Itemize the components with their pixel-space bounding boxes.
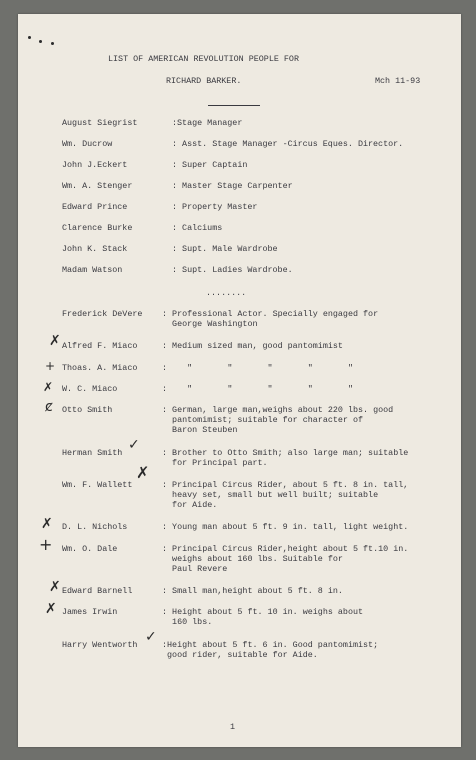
staff-name: Madam Watson [62, 265, 123, 275]
staff-role: : Asst. Stage Manager -Circus Eques. Director. [172, 139, 404, 149]
performer-name: Wm. F. Wallett [62, 480, 133, 490]
document-date: Mch 11-93 [375, 76, 421, 86]
handwritten-check-icon: + [45, 359, 56, 373]
staff-role: : Supt. Male Wardrobe [172, 244, 278, 254]
handwritten-check-icon: ✗ [49, 333, 61, 349]
document-page [18, 14, 461, 747]
performer-name: W. C. Miaco [62, 384, 118, 394]
performer-name: D. L. Nichols [62, 522, 128, 532]
staff-role: : Property Master [172, 202, 258, 212]
punch-hole [28, 36, 31, 39]
staff-name: Clarence Burke [62, 223, 133, 233]
performer-desc: : " " " " " [162, 384, 353, 394]
staff-name: August Siegrist [62, 118, 138, 128]
performer-desc: : " " " " " [162, 363, 353, 373]
performer-name: Frederick DeVere [62, 309, 143, 319]
performer-desc: : Principal Circus Rider,height about 5 ft.10 in. weighs about 160 lbs. Suitable for Paul Revere [162, 544, 409, 574]
performer-name: Otto Smith [62, 405, 113, 415]
staff-role: : Supt. Ladies Wardrobe. [172, 265, 293, 275]
performer-desc: :Height about 5 ft. 6 in. Good pantomimist; good rider, suitable for Aide. [162, 640, 379, 660]
performer-name: Alfred F. Miaco [62, 341, 138, 351]
performer-name: Harry Wentworth [62, 640, 138, 650]
performer-desc: : Young man about 5 ft. 9 in. tall, light weight. [162, 522, 409, 532]
performer-desc: : Height about 5 ft. 10 in. weighs about 160 lbs. [162, 607, 364, 627]
punch-hole [51, 42, 54, 45]
staff-role: : Calciums [172, 223, 223, 233]
handwritten-check-icon: ✗ [45, 601, 57, 617]
handwritten-check-icon: ✗ [43, 380, 54, 394]
performer-name: James Irwin [62, 607, 118, 617]
performer-name: Thoas. A. Miaco [62, 363, 138, 373]
performer-name: Edward Barnell [62, 586, 133, 596]
staff-name: Edward Prince [62, 202, 128, 212]
handwritten-check-icon: ȼ [45, 399, 53, 415]
handwritten-check-icon: ✓ [145, 629, 157, 645]
staff-role: : Super Captain [172, 160, 248, 170]
staff-name: Wm. Ducrow [62, 139, 113, 149]
handwritten-check-icon: ✓ [128, 437, 140, 453]
performer-desc: : Principal Circus Rider, about 5 ft. 8 in. tall, heavy set, small but well built; suitable for Aide. [162, 480, 409, 510]
page-number: 1 [230, 722, 236, 732]
handwritten-check-icon: ✗ [41, 516, 53, 532]
staff-name: Wm. A. Stenger [62, 181, 133, 191]
handwritten-check-icon: + [39, 535, 53, 554]
performer-desc: : Medium sized man, good pantomimist [162, 341, 343, 351]
performer-desc: : Professional Actor. Specially engaged for George Washington [162, 309, 379, 329]
staff-role: : Master Stage Carpenter [172, 181, 293, 191]
performer-desc: : Brother to Otto Smith; also large man; suitable for Principal part. [162, 448, 409, 468]
title-line-1: LIST OF AMERICAN REVOLUTION PEOPLE FOR [108, 54, 299, 64]
staff-name: John J.Eckert [62, 160, 128, 170]
title-underline [208, 105, 260, 106]
title-line-2: RICHARD BARKER. [166, 76, 242, 86]
handwritten-check-icon: ✗ [136, 463, 150, 482]
punch-hole [39, 40, 42, 43]
separator-dots: ........ [206, 288, 247, 298]
handwritten-check-icon: ✗ [49, 579, 61, 595]
performer-name: Herman Smith [62, 448, 123, 458]
staff-name: John K. Stack [62, 244, 128, 254]
staff-role: :Stage Manager [172, 118, 243, 128]
performer-name: Wm. O. Dale [62, 544, 118, 554]
performer-desc: : Small man,height about 5 ft. 8 in. [162, 586, 343, 596]
performer-desc: : German, large man,weighs about 220 lbs. good pantomimist; suitable for character of Baron Steuben [162, 405, 394, 435]
